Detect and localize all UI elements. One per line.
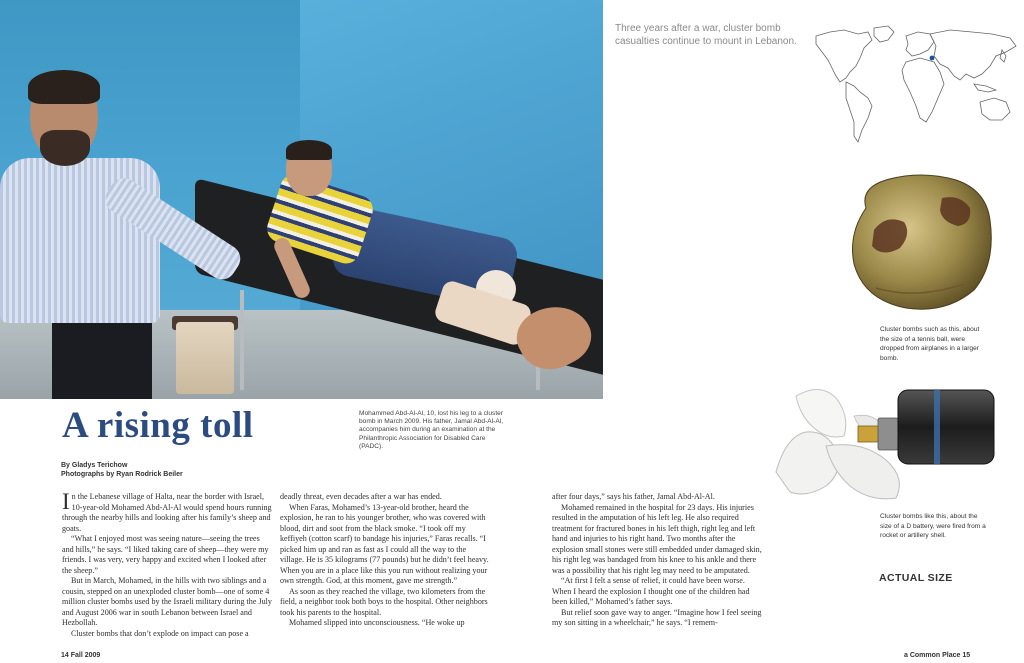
body-paragraph: As soon as they reached the village, two kilometers from the field, a neighbor took both boys to the hospital. Other neighbors took his parents to the hospital. [280, 586, 488, 617]
folio-right: a Common Place 15 [904, 652, 971, 659]
body-paragraph: “At first I felt a sense of relief, it could have been worse. When I heard the explosion I thought one of the children had been killed,” Mohamed’s father says. [552, 576, 750, 606]
body-paragraph: Mohamed remained in the hospital for 23 days. His injuries resulted in the amputation of his left leg. He also required treatment for fractured bones in his left thigh, right leg and left hand and injuries to his right hand. Two months after the explosion small stones were still embedded under damaged skin, his right leg was bandaged from his knee to his ankle and there was a possibility that his right leg may need to be amputated. [552, 502, 762, 575]
map-greenland [874, 26, 894, 42]
body-paragraph: Mohamed slipped into unconsciousness. “He woke up [289, 618, 465, 627]
bomb-caption: Cluster bombs such as this, about the size of a tennis ball, were dropped from airplanes in a larger bomb. [880, 326, 980, 362]
photo-caption: Mohammed Abd-Al-Al, 10, lost his leg to a cluster bomb in March 2009. His father, Jamal Abd-Al-Al, accompanies him during an examination at the Philanthropic Association for Disabled Care (PADC). [359, 410, 504, 450]
byline-photographer: Photographs by Ryan Rodrick Beiler [61, 471, 183, 478]
byline [61, 461, 183, 479]
map-africa [902, 58, 944, 122]
body-column-2 [280, 492, 492, 642]
body-column-3 [552, 492, 762, 642]
body-paragraph: But in March, Mohamed, in the hills with two siblings and a cousin, stepped on an unexploded cluster bomb—one of some 4 million cluster bombs used by the Israeli military during the July and August 2006 war in south Lebanon between Israel and Hezbollah. [62, 576, 272, 627]
body-column-1 [62, 492, 273, 642]
map-australia [980, 98, 1010, 120]
map-europe [906, 32, 934, 56]
body-paragraph: Cluster bombs that don’t explode on impact can pose a [71, 628, 249, 638]
rocket-cluster-bomb-image [766, 376, 998, 508]
map-indonesia [974, 84, 996, 92]
body-paragraph: deadly threat, even decades after a war has ended. [280, 492, 442, 501]
body-paragraph: But relief soon gave way to anger. “Imagine how I feel seeing my son sitting in a wheelchair,” he says. “I remem- [552, 607, 762, 627]
drop-cap: I [62, 492, 70, 514]
cluster-bomb-image [846, 168, 996, 314]
map-asia [930, 30, 1016, 80]
body-paragraph: When Faras, Mohamed’s 13-year-old brother, heard the explosion, he ran to his younger brother, who was covered with blood, dirt and soot from the black smoke. “I took off my keffiyeh (cotton scarf) to bandage his injuries,” Faras recalls. “I picked him up and ran as fast as I could all the way to the village. He is 35 kilograms (77 pounds) but he didn’t feel heavy. When you are in a place like this you run without realizing your own strength. God, at this moment, gave me strength.” [280, 502, 489, 585]
rocket-caption: Cluster bombs like this, about the size of a D battery, were fired from a rocket or artillery shell. [880, 513, 986, 539]
teaser-text: Three years after a war, cluster bomb casualties continue to mount in Lebanon. [615, 23, 797, 47]
actual-size-label: ACTUAL SIZE [879, 572, 953, 584]
world-map [810, 22, 1022, 148]
body-paragraph: “What I enjoyed most was seeing nature—seeing the trees and hills,” he says. “I liked taking care of sheep—they were my friends. I was very, very happy and excited when I looked after the sheep.” [62, 534, 269, 575]
photo-father [0, 60, 200, 399]
map-lebanon-marker [930, 56, 935, 61]
body-paragraph: after four days,” says his father, Jamal Abd-Al-Al. [552, 492, 715, 501]
map-japan [1000, 50, 1006, 62]
article-headline: A rising toll [62, 405, 254, 446]
map-south-america [846, 82, 872, 142]
photo-boy-hair [286, 140, 332, 160]
folio-left: 14 Fall 2009 [61, 652, 101, 659]
byline-author: By Gladys Terichow [61, 462, 128, 469]
body-paragraph: In the Lebanese village of Halta, near the border with Israel, 10-year-old Mohamed Abd-Al-Al would spend hours running through the nearby hills and looking after his family’s sheep and goats. [62, 492, 272, 533]
map-north-america [816, 30, 872, 82]
feature-photo [0, 0, 603, 399]
